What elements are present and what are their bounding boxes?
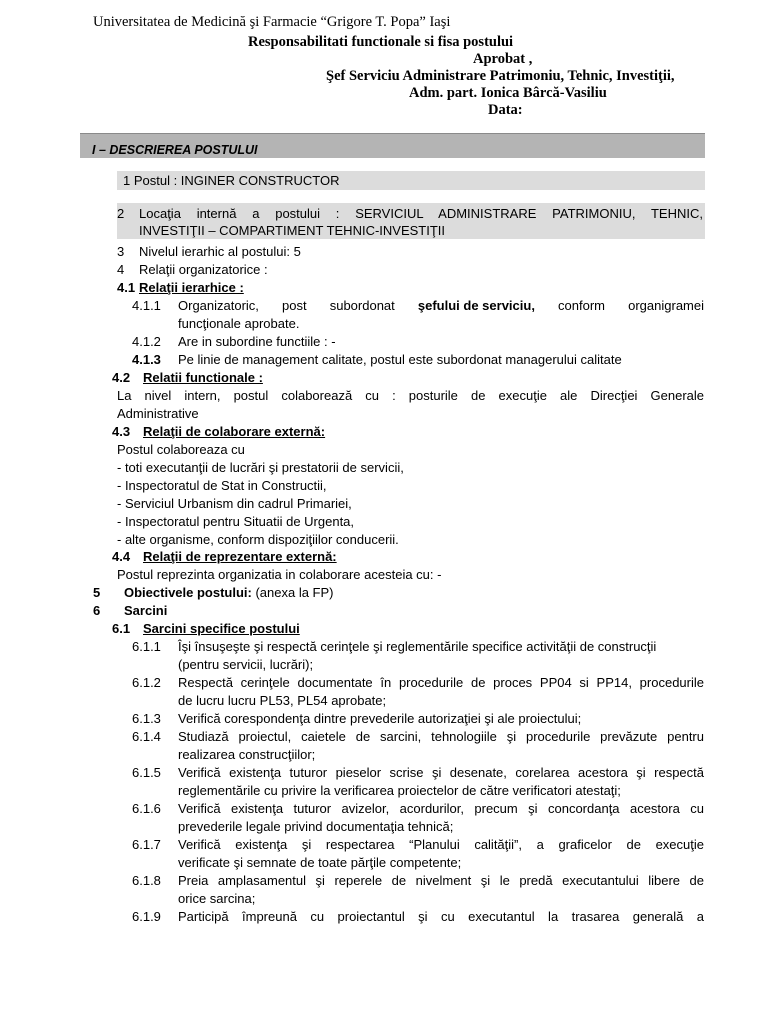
r411-number: 4.1.1 — [132, 298, 161, 313]
organizational-relations: Relaţii organizatorice : — [139, 262, 268, 277]
hierarchical-relations: Relaţii ierarhice : — [139, 280, 244, 295]
functional-relations: Relatii functionale : — [143, 370, 263, 385]
external-collaboration: Relaţii de colaborare externă: — [143, 424, 326, 439]
document-title: Responsabilitati functionale si fisa postului — [248, 34, 514, 50]
r42-number: 4.2 — [112, 370, 131, 385]
tasks-heading: Sarcini — [124, 603, 168, 618]
approved-label: Aprobat , — [473, 51, 533, 67]
r43-line: - toti executanţii de lucrări şi prestatorii de servicii, — [117, 460, 404, 475]
r413-text: Pe linie de management calitate, postul este subordonat managerului calitate — [178, 352, 622, 367]
section-title-bar — [80, 133, 705, 158]
list-item: 6.1.9 Participă împreună cu proiectantul şi cu executantul la trasarea generală a — [132, 909, 704, 924]
r43-line: - Serviciul Urbanism din cadrul Primariei, — [117, 496, 352, 511]
level-number: 3 — [117, 244, 125, 259]
r411-word: Organizatoric, — [178, 298, 259, 313]
section-title: I – DESCRIEREA POSTULUI — [92, 143, 258, 157]
approver-role: Şef Serviciu Administrare Patrimoniu, Tehnic, Investiţii, — [326, 68, 675, 84]
r411-word: organigramei — [628, 298, 704, 313]
location-line-1: Locaţia internă a postului : SERVICIUL ADMINISTRARE PATRIMONIU, TEHNIC, — [139, 206, 703, 221]
approver-name: Adm. part. Ionica Bârcă-Vasiliu — [409, 85, 607, 101]
r411-word: subordonat — [329, 298, 395, 313]
r41-number: 4.1 — [117, 280, 136, 295]
r43-line: - Inspectoratul de Stat in Constructii, — [117, 478, 327, 493]
list-item: 6.1.6 Verifică existenţa tuturor avizelor, acordurilor, precum şi concordanţa acestora cu prevederile legale privind documentaţia tehnică; — [132, 801, 704, 834]
r411-chief: şefului de serviciu, — [417, 298, 535, 313]
relations-number: 4 — [117, 262, 125, 277]
r43-line: - Inspectoratul pentru Situatii de Urgenta, — [117, 514, 355, 529]
r411-word: post — [282, 298, 307, 313]
list-item: 6.1.8 Preia amplasamentul şi reperele de nivelment şi le predă executantului libere de orice sarcina; — [132, 873, 704, 906]
location-line-2: INVESTIŢII – COMPARTIMENT TEHNIC-INVESTIŢII — [139, 223, 446, 238]
list-item: 6.1.3 Verifică corespondenţa dintre prevederile autorizaţiei şi ale proiectului; — [132, 711, 582, 726]
university-name: Universitatea de Medicină şi Farmacie “Grigore T. Popa” Iaşi — [93, 14, 451, 30]
external-representation: Relaţii de reprezentare externă: — [143, 549, 337, 564]
r43-line: - alte organisme, conform dispoziţiilor conducerii. — [117, 532, 399, 547]
r44-line: Postul reprezinta organizatia in colaborare acesteia cu: - — [117, 567, 442, 582]
t61-number: 6.1 — [112, 621, 131, 636]
post-bar — [117, 171, 705, 190]
r44-number: 4.4 — [112, 549, 131, 564]
r43-number: 4.3 — [112, 424, 131, 439]
tasks-number: 6 — [93, 603, 101, 618]
r412-number: 4.1.2 — [132, 334, 161, 349]
r42-line-1: La nivel intern, postul colaborează cu : posturile de execuţie ale Direcţiei Generale — [117, 388, 704, 403]
list-item: 6.1.1 Îşi însuşeşte şi respectă cerinţele şi reglementările specifice activităţii de construcţii (pentru servicii, lucrări); — [132, 639, 657, 672]
r413-number: 4.1.3 — [132, 352, 161, 367]
specific-tasks: Sarcini specifice postului — [143, 621, 300, 636]
objectives: Obiectivele postului: (anexa la FP) — [124, 585, 334, 600]
task-list — [0, 638, 768, 926]
list-item: 6.1.7 Verifică existenţa şi respectarea “Planului calităţii”, a graficelor de execuţie verificate şi semnate de toate părţile competente; — [132, 837, 704, 870]
r411-line-1 — [178, 297, 704, 315]
r411-word: conform — [558, 298, 606, 313]
hierarchy-level: Nivelul ierarhic al postului: 5 — [139, 244, 301, 259]
location-number: 2 — [117, 206, 125, 221]
list-item: 6.1.5 Verifică existenţa tuturor pieselor scrise şi desenate, corelarea acestora şi respectă reglementările cu privire la verificarea proiectelor de către verificatori atestaţi; — [132, 765, 704, 798]
location-bar — [117, 203, 705, 239]
r411-line-2: funcţionale aprobate. — [178, 316, 300, 331]
post-name: 1 Postul : INGINER CONSTRUCTOR — [123, 173, 340, 188]
date-label: Data: — [488, 102, 523, 118]
r42-line-2: Administrative — [117, 406, 199, 421]
r43-line: Postul colaboreaza cu — [117, 442, 245, 457]
list-item: 6.1.2 Respectă cerinţele documentate în procedurile de proces PP04 si PP14, procedurile de lucru lucru PL53, PL54 aprobate; — [132, 675, 704, 708]
list-item: 6.1.4 Studiază proiectul, caietele de sarcini, tehnologiile şi procedurile prevăzute pentru realizarea construcţiilor; — [132, 729, 704, 762]
objectives-number: 5 — [93, 585, 101, 600]
r412-text: Are in subordine functiile : - — [178, 334, 336, 349]
